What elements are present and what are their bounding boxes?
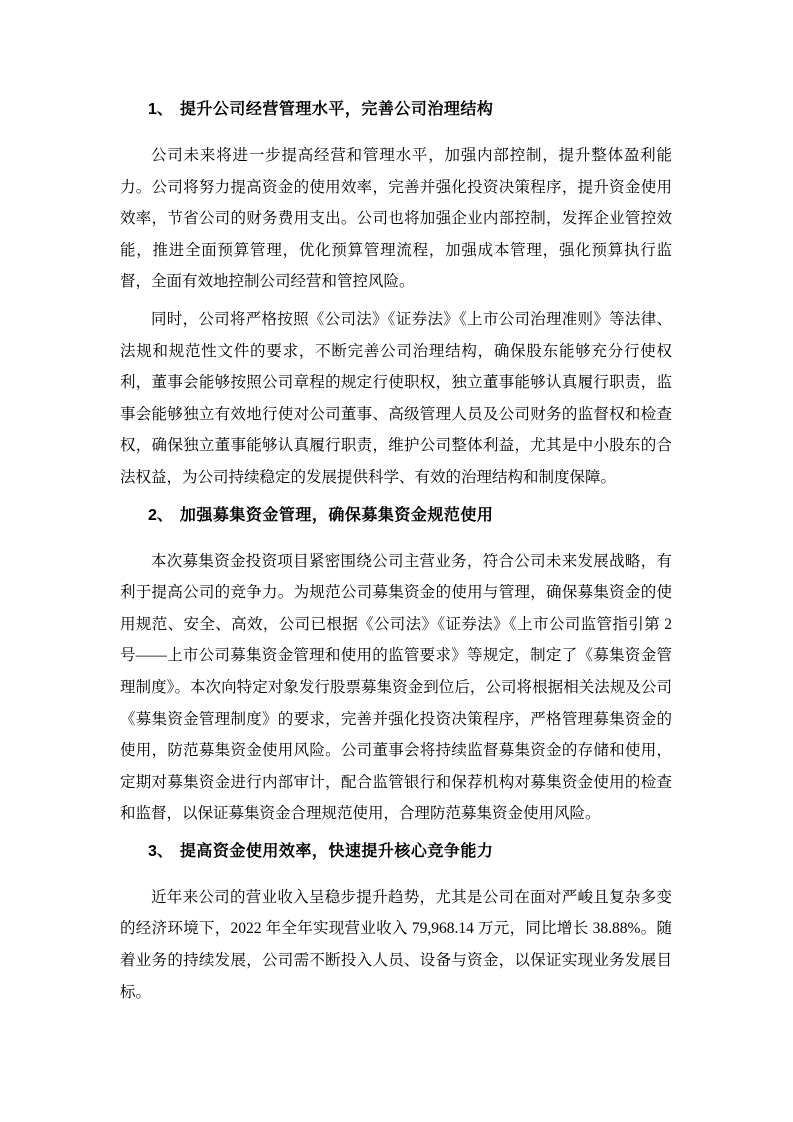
section-1	[120, 94, 672, 494]
section-title: 加强募集资金管理，确保募集资金规范使用	[179, 506, 494, 524]
section-3	[120, 836, 672, 1008]
section-title: 提高资金使用效率，快速提升核心竞争能力	[179, 842, 494, 860]
section-heading	[120, 500, 672, 532]
paragraph: 公司未来将进一步提高经营和管理水平，加强内部控制，提升整体盈利能力。公司将努力提高资金的使用效率，完善并强化投资决策程序，提升资金使用效率，节省公司的财务费用支出。公司也将加强企业内部控制，发挥企业管控效能，推进全面预算管理，优化预算管理流程，加强成本管理，强化预算执行监督，全面有效地控制公司经营和管控风险。	[120, 147, 672, 291]
section-2	[120, 500, 672, 830]
section-heading	[120, 836, 672, 868]
section-number: 1、	[148, 101, 173, 118]
paragraph: 同时，公司将严格按照《公司法》《证券法》《上市公司治理准则》等法律、法规和规范性文件的要求，不断完善公司治理结构，确保股东能够充分行使权利，董事会能够按照公司章程的规定行使职权，独立董事能够认真履行职责，监事会能够独立有效地行使对公司董事、高级管理人员及公司财务的监督权和检查权，确保独立董事能够认真履行职责，维护公司整体利益，尤其是中小股东的合法权益，为公司持续稳定的发展提供科学、有效的治理结构和制度保障。	[120, 310, 672, 486]
section-heading	[120, 94, 672, 126]
paragraph: 本次募集资金投资项目紧密围绕公司主营业务，符合公司未来发展战略，有利于提高公司的竞争力。为规范公司募集资金的使用与管理，确保募集资金的使用规范、安全、高效，公司已根据《公司法》《证券法》《上市公司监管指引第 2 号——上市公司募集资金管理和使用的监管要求》等规定，制定了《募集资金管理制度》。本次向特定对象发行股票募集资金到位后，公司将根据相关法规及公司《募集资金管理制度》的要求，完善并强化投资决策程序，严格管理募集资金的使用，防范募集资金使用风险。公司董事会将持续监督募集资金的存储和使用，定期对募集资金进行内部审计，配合监管银行和保荐机构对募集资金使用的检查和监督，以保证募集资金合理规范使用，合理防范募集资金使用风险。	[120, 552, 672, 823]
section-number: 2、	[148, 506, 173, 524]
section-title: 提升公司经营管理水平，完善公司治理结构	[179, 101, 494, 118]
paragraph: 近年来公司的营业收入呈稳步提升趋势，尤其是公司在面对严峻且复杂多变的经济环境下，2022 年全年实现营业收入 79,968.14 万元，同比增长 38.88%。随着业务的持续发展，公司需不断投入人员、设备与资金，以保证实现业务发展目标。	[120, 888, 672, 1001]
section-number: 3、	[148, 842, 173, 860]
